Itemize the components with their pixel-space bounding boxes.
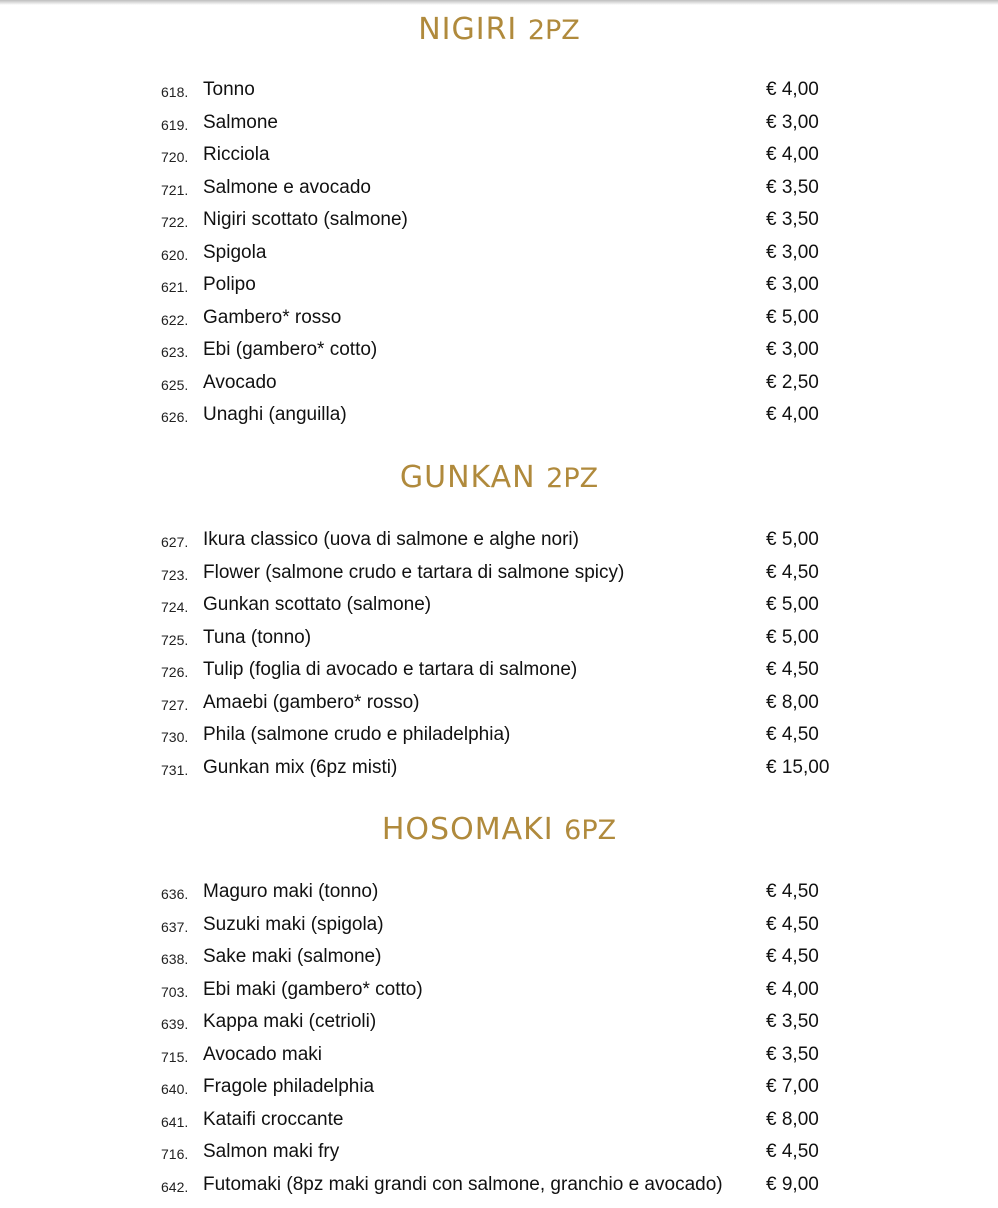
item-price: € 4,50 [766, 881, 819, 902]
section-title-main: HOSOMAKI [381, 812, 554, 847]
item-price: € 8,00 [766, 1108, 819, 1130]
item-name: Salmon maki fry [203, 1141, 340, 1162]
item-number: 621. [161, 279, 189, 295]
item-number: 626. [161, 409, 189, 425]
item-name: Salmone [203, 111, 278, 133]
menu-item [0, 655, 998, 688]
item-name: Sake maki (salmone) [203, 946, 382, 967]
item-price: € 4,50 [766, 659, 819, 680]
item-number: 637. [161, 918, 189, 935]
menu-item [0, 335, 998, 368]
menu-item [0, 1137, 998, 1170]
menu-item [0, 623, 998, 656]
menu-item [0, 942, 998, 975]
menu-item [0, 975, 998, 1008]
menu-item [0, 877, 998, 910]
item-price: € 5,00 [766, 626, 819, 648]
item-price: € 3,50 [766, 209, 819, 230]
menu-item [0, 688, 998, 721]
item-price: € 3,50 [766, 1011, 819, 1032]
item-name: Tonno [203, 79, 255, 100]
item-number: 636. [161, 886, 189, 902]
item-price: € 2,50 [766, 371, 819, 393]
item-number: 703. [161, 983, 189, 1000]
menu-item [0, 1105, 998, 1138]
item-number: 730. [161, 729, 189, 745]
item-name: Polipo [203, 274, 256, 295]
menu-item [0, 238, 998, 271]
menu-item [0, 400, 998, 433]
item-number: 720. [161, 149, 189, 165]
menu-item [0, 590, 998, 623]
item-number: 726. [161, 664, 189, 680]
item-number: 724. [161, 599, 189, 615]
menu-item [0, 173, 998, 206]
menu-item [0, 1007, 998, 1040]
item-price: € 4,00 [766, 404, 819, 425]
item-number: 723. [161, 566, 189, 583]
menu-list [0, 525, 998, 785]
item-price: € 4,00 [766, 978, 819, 1000]
item-price: € 4,50 [766, 1141, 819, 1162]
menu-item [0, 270, 998, 303]
item-name: Salmone e avocado [203, 176, 371, 198]
item-name: Gambero* rosso [203, 306, 342, 328]
item-name: Unaghi (anguilla) [203, 404, 347, 425]
item-name: Ebi (gambero* cotto) [203, 339, 378, 360]
section-title-sub: 2PZ [527, 15, 580, 46]
item-price: € 8,00 [766, 691, 819, 713]
item-name: Phila (salmone crudo e philadelphia) [203, 724, 511, 745]
item-name: Kataifi croccante [203, 1108, 344, 1130]
item-price: € 4,50 [766, 724, 819, 745]
item-name: Maguro maki (tonno) [203, 881, 379, 902]
item-name: Tulip (foglia di avocado e tartara di salmone) [203, 659, 578, 680]
item-price: € 3,00 [766, 274, 819, 295]
menu-item [0, 1170, 998, 1203]
menu-list [0, 75, 998, 433]
menu-item [0, 1072, 998, 1105]
item-price: € 5,00 [766, 306, 819, 328]
menu-item [0, 753, 998, 786]
menu-item [0, 910, 998, 943]
section-title [0, 808, 998, 852]
item-number: 638. [161, 951, 189, 967]
item-number: 722. [161, 214, 189, 230]
item-price: € 7,00 [766, 1076, 819, 1097]
item-price: € 5,00 [766, 529, 819, 550]
section-title [0, 8, 998, 52]
item-price: € 5,00 [766, 594, 819, 615]
item-number: 716. [161, 1146, 189, 1162]
item-number: 618. [161, 84, 189, 100]
item-number: 715. [161, 1048, 189, 1065]
item-name: Ebi maki (gambero* cotto) [203, 978, 423, 1000]
menu-item [0, 558, 998, 591]
item-number: 727. [161, 696, 189, 713]
item-price: € 3,00 [766, 241, 819, 263]
item-name: Avocado [203, 371, 277, 393]
item-price: € 4,50 [766, 561, 819, 583]
item-price: € 4,50 [766, 946, 819, 967]
item-price: € 4,00 [766, 144, 819, 165]
item-name: Futomaki (8pz maki grandi con salmone, granchio e avocado) [203, 1173, 723, 1195]
item-name: Ricciola [203, 144, 270, 165]
item-price: € 3,50 [766, 176, 819, 198]
item-number: 641. [161, 1113, 189, 1130]
item-name: Spigola [203, 241, 267, 263]
item-name: Flower (salmone crudo e tartara di salmone spicy) [203, 561, 625, 583]
section-nigiri [0, 8, 998, 433]
item-price: € 3,00 [766, 339, 819, 360]
section-title [0, 456, 998, 500]
menu-item [0, 1040, 998, 1073]
item-name: Suzuki maki (spigola) [203, 913, 384, 935]
menu-item [0, 525, 998, 558]
menu-item [0, 205, 998, 238]
item-name: Avocado maki [203, 1043, 322, 1065]
item-number: 731. [161, 761, 189, 778]
item-number: 639. [161, 1016, 189, 1032]
item-number: 620. [161, 246, 189, 263]
item-name: Amaebi (gambero* rosso) [203, 691, 420, 713]
item-name: Nigiri scottato (salmone) [203, 209, 408, 230]
item-price: € 4,50 [766, 913, 819, 935]
menu-item [0, 368, 998, 401]
section-title-main: NIGIRI [418, 12, 518, 47]
item-name: Gunkan scottato (salmone) [203, 594, 432, 615]
item-price: € 4,00 [766, 79, 819, 100]
menu-item [0, 720, 998, 753]
item-name: Fragole philadelphia [203, 1076, 375, 1097]
item-number: 640. [161, 1081, 189, 1097]
item-number: 642. [161, 1178, 189, 1195]
item-price: € 9,00 [766, 1173, 819, 1195]
menu-item [0, 108, 998, 141]
item-name: Kappa maki (cetrioli) [203, 1011, 377, 1032]
item-number: 623. [161, 344, 189, 360]
item-number: 721. [161, 181, 189, 198]
menu-item [0, 75, 998, 108]
item-number: 725. [161, 631, 189, 648]
item-price: € 3,50 [766, 1043, 819, 1065]
section-title-sub: 2PZ [546, 463, 599, 494]
item-name: Tuna (tonno) [203, 626, 312, 648]
item-number: 622. [161, 311, 189, 328]
item-number: 625. [161, 376, 189, 393]
item-price: € 15,00 [766, 756, 830, 778]
menu-item [0, 303, 998, 336]
section-title-main: GUNKAN [399, 460, 536, 495]
section-gunkan [0, 456, 998, 785]
menu-list [0, 877, 998, 1202]
item-price: € 3,00 [766, 111, 819, 133]
section-hosomaki [0, 808, 998, 1202]
item-number: 619. [161, 116, 189, 133]
section-title-sub: 6PZ [564, 815, 617, 846]
top-divider [0, 0, 998, 5]
menu-item [0, 140, 998, 173]
item-name: Ikura classico (uova di salmone e alghe nori) [203, 529, 579, 550]
item-number: 627. [161, 534, 189, 550]
item-name: Gunkan mix (6pz misti) [203, 756, 398, 778]
